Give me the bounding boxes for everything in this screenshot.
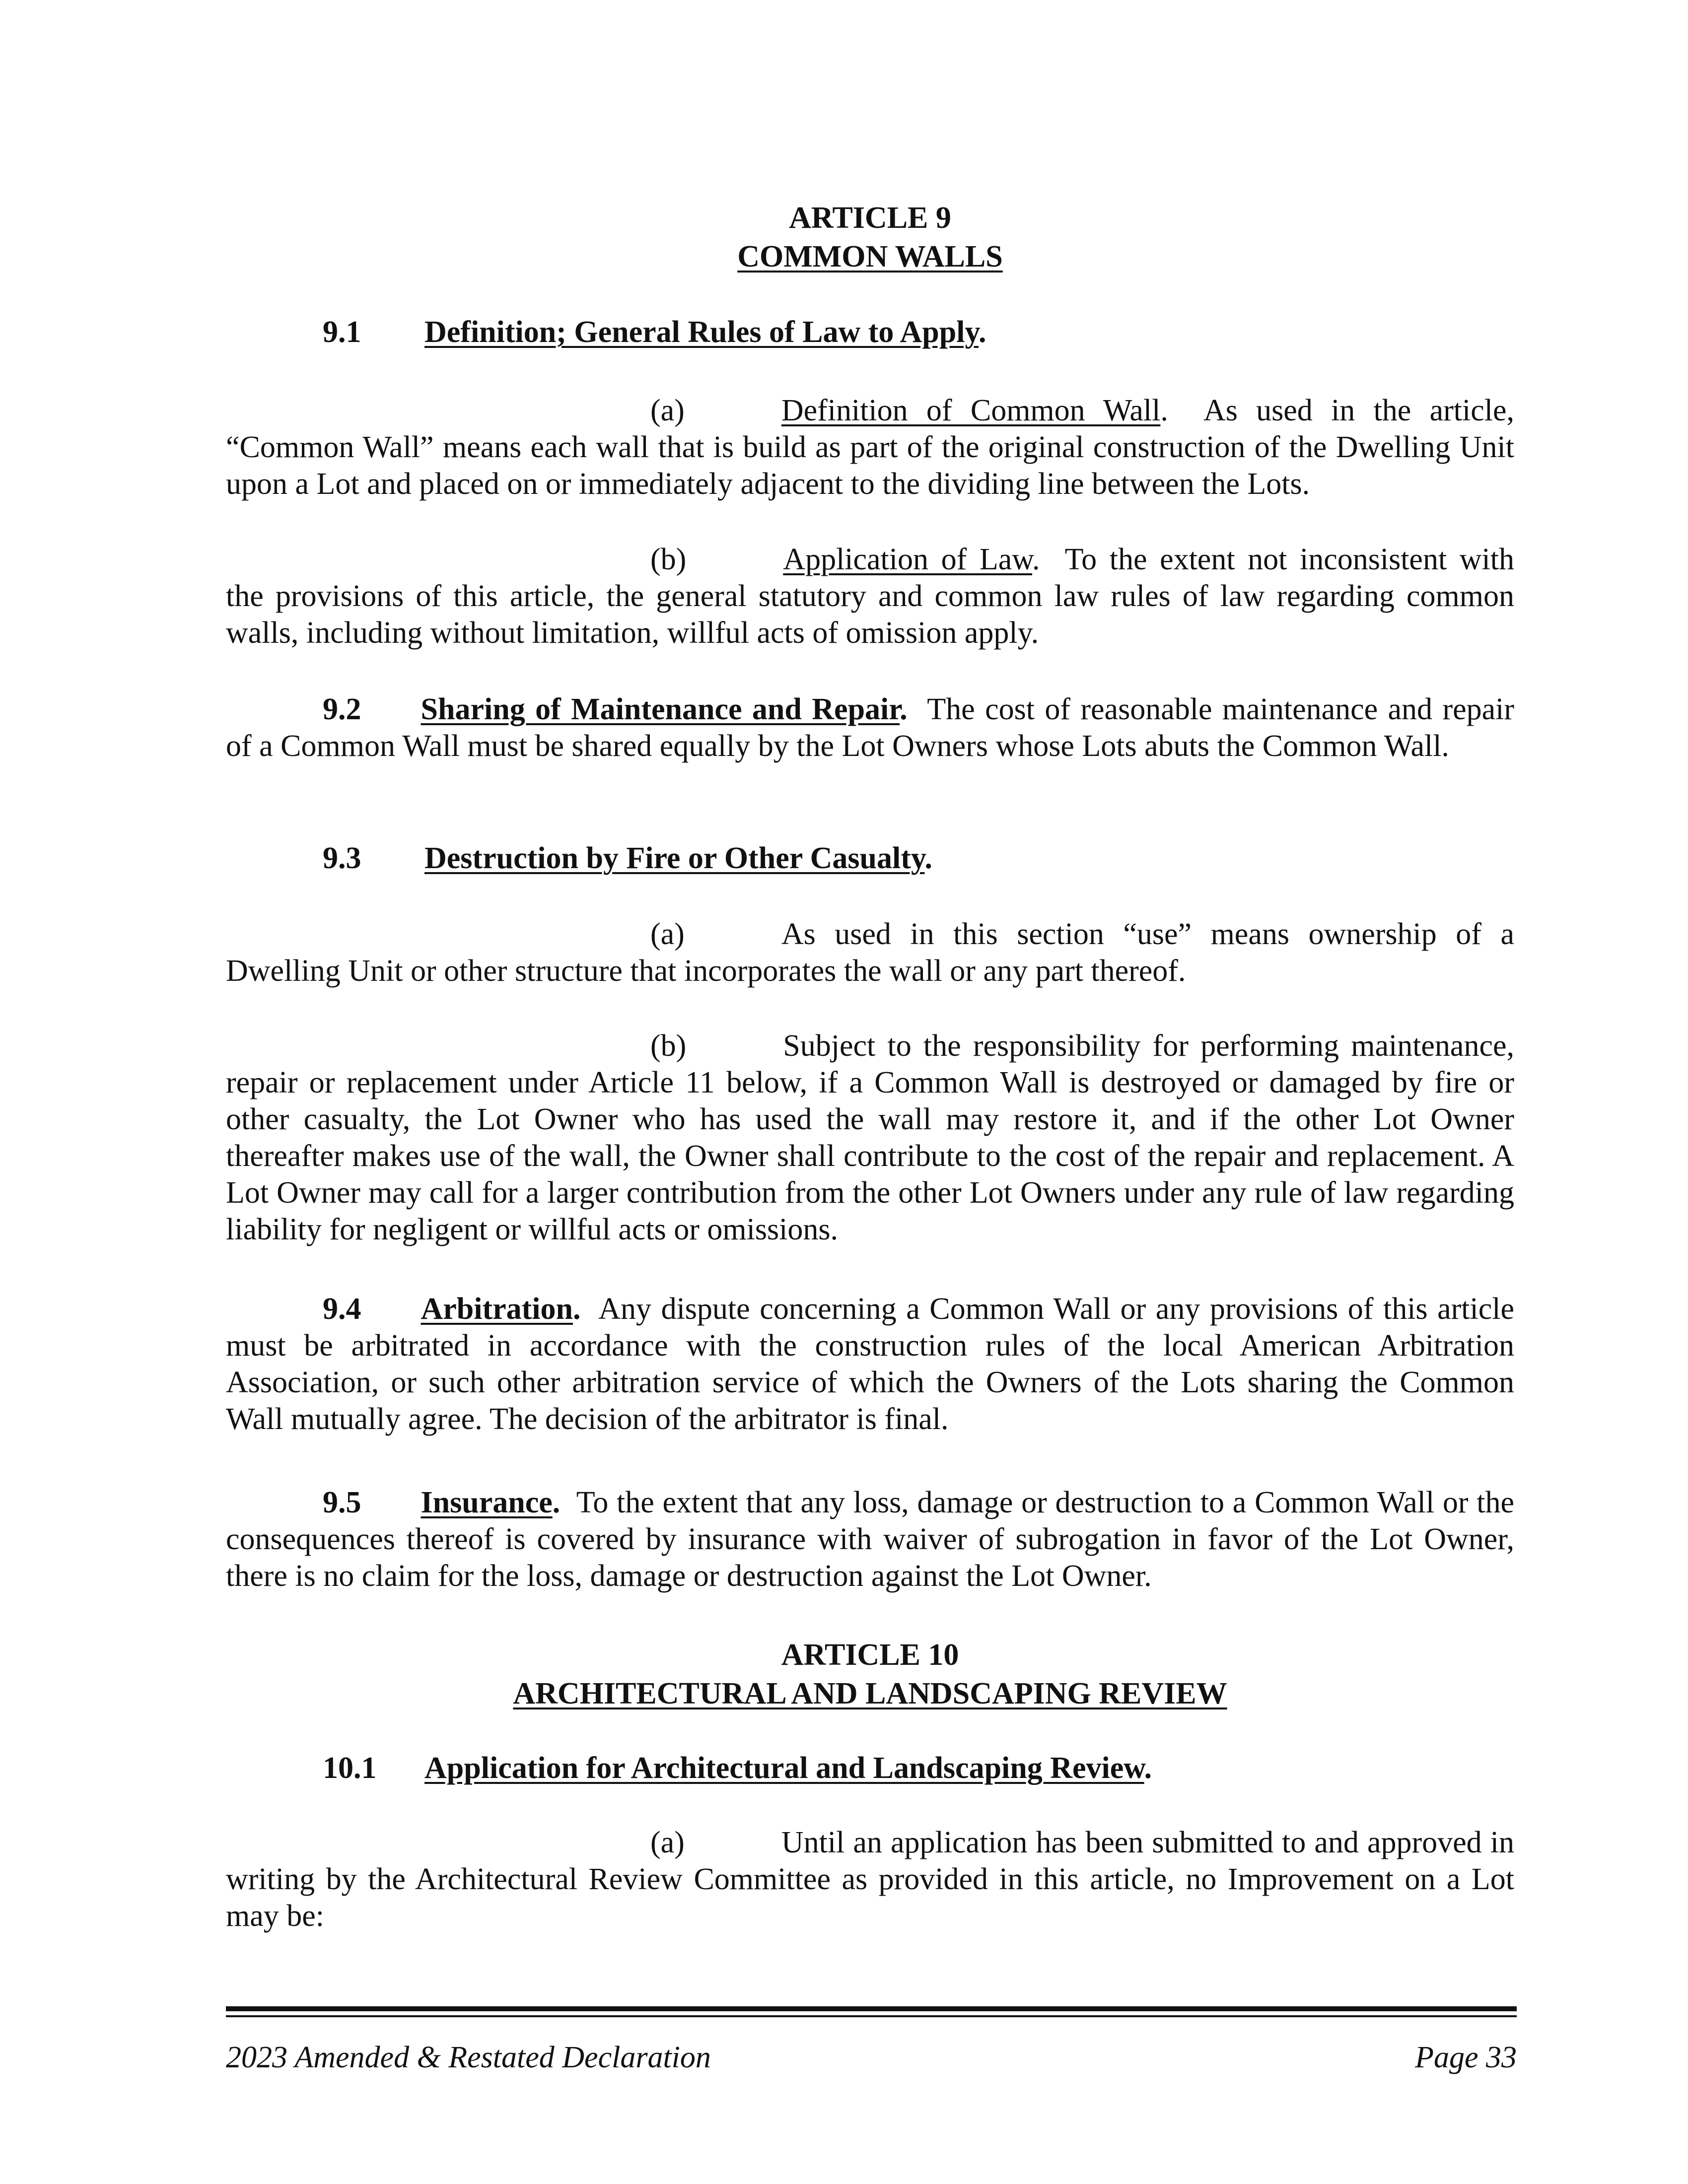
section-9-4-text: Any dispute concerning a Common Wall or any provisions of this article must be arbitrated in accordance with the construction rules of the local American Arbitration Association, or such other arbitration service of which the Owners of the Lots sharing the Common Wall mutually agree. The decision of the arbitrator is final. (226, 1292, 1514, 1436)
article-10-subtitle-text: ARCHITECTURAL AND LANDSCAPING REVIEW (513, 1677, 1227, 1710)
section-9-2-text: The cost of reasonable maintenance and repair of a Common Wall must be shared equally by the Lot Owners whose Lots abuts the Common Wall. (226, 692, 1515, 763)
section-9-1-a: (a) Definition of Common Wall. As used in the article, “Common Wall” means each wall that is build as part of the original construction of the Dwelling Unit upon a Lot and placed on or immediately adjacent to the dividing line between the Lots. (226, 394, 1514, 501)
section-9-3-a-label: (a) (650, 917, 685, 951)
section-9-3-a (226, 916, 1514, 989)
section-9-1-heading-text: Definition; General Rules of Law to Apply (424, 315, 979, 349)
section-9-1-b-label: (b) (650, 543, 687, 576)
section-9-3-heading-text: Destruction by Fire or Other Casualty (424, 841, 925, 875)
section-10-1-a (226, 1824, 1514, 1934)
section-9-1-b: (b) Application of Law. To the extent not inconsistent with the provisions of this article, the general statutory and common law rules of law regarding common walls, including without limitation, willful acts of omission apply. (226, 543, 1514, 650)
section-9-5-number: 9.5 (323, 1486, 361, 1519)
section-10-1-heading: Application for Architectural and Landscaping Review. (424, 1751, 1152, 1785)
article-9-subtitle (226, 237, 1514, 276)
section-10-1-a-text: Until an application has been submitted to and approved in writing by the Architectural Review Committee as provided in this article, no Improvement on a Lot may be: (226, 1826, 1514, 1933)
article-9-subtitle-text: COMMON WALLS (737, 240, 1003, 273)
article-10-title: ARTICLE 10 (781, 1638, 959, 1672)
section-9-5-text: To the extent that any loss, damage or destruction to a Common Wall or the consequences thereof is covered by insurance with waiver of subrogation in favor of the Lot Owner, there is no claim for the loss, damage or destruction against the Lot Owner. (226, 1486, 1514, 1593)
section-10-1-number: 10.1 (323, 1751, 377, 1785)
section-9-4: 9.4 Arbitration. Any dispute concerning a Common Wall or any provisions of this article must be arbitrated in accordance with the construction rules of the local American Arbitration Association, or such other arbitration service of which the Owners of the Lots sharing the Common Wall mutually agree. The decision of the arbitrator is final. (226, 1292, 1514, 1436)
section-10-1-a-label: (a) (650, 1826, 685, 1859)
article-9-title: ARTICLE 9 (789, 201, 951, 235)
section-9-3-heading: Destruction by Fire or Other Casualty. (424, 841, 932, 875)
section-9-3-b-label: (b) (650, 1029, 687, 1063)
footer-page-number: Page 33 (1415, 2041, 1517, 2074)
section-9-4-heading: Arbitration (421, 1292, 573, 1326)
footer-rule-thin (226, 2015, 1517, 2017)
section-9-1-b-term: Application of Law (783, 543, 1032, 576)
section-9-3-b-text: Subject to the responsibility for performing maintenance, repair or replacement under Article 11 below, if a Common Wall is destroyed or damaged by fire or other casualty, the Lot Owner who has used the wall may restore it, and if the other Lot Owner thereafter makes use of the wall, the Owner shall contribute to the cost of the repair and replacement. A Lot Owner may call for a larger contribution from the other Lot Owners under any rule of law regarding liability for negligent or willful acts or omissions. (226, 1029, 1514, 1246)
section-9-5-heading: Insurance (421, 1486, 553, 1519)
article-10-subtitle (226, 1674, 1514, 1713)
section-9-5: 9.5 Insurance. To the extent that any loss, damage or destruction to a Common Wall or the consequences thereof is covered by insurance with waiver of subrogation in favor of the Lot Owner, there is no claim for the loss, damage or destruction against the Lot Owner. (226, 1486, 1514, 1593)
footer-document-title: 2023 Amended & Restated Declaration (226, 2041, 711, 2074)
section-9-1-a-term: Definition of Common Wall (781, 394, 1161, 427)
section-9-2-heading: Sharing of Maintenance and Repair (421, 692, 900, 726)
section-9-1-a-text: As used in the article, “Common Wall” means each wall that is build as part of the original construction of the Dwelling Unit upon a Lot and placed on or immediately adjacent to the dividing line between the Lots. (226, 394, 1514, 501)
section-9-1-heading: Definition; General Rules of Law to Apply. (424, 315, 986, 349)
section-9-3-number: 9.3 (323, 841, 361, 875)
section-9-1-number: 9.1 (323, 315, 361, 349)
footer-rule-thick (226, 2006, 1517, 2011)
section-9-1-a-label: (a) (650, 394, 685, 427)
section-9-2-number: 9.2 (323, 692, 361, 726)
section-9-2: 9.2 Sharing of Maintenance and Repair. The cost of reasonable maintenance and repair of a Common Wall must be shared equally by the Lot Owners whose Lots abuts the Common Wall. (226, 692, 1515, 763)
section-9-3-a-text: As used in this section “use” means ownership of a Dwelling Unit or other structure that incorporates the wall or any part thereof. (226, 917, 1514, 988)
section-9-3-b (226, 1027, 1514, 1248)
section-10-1-heading-text: Application for Architectural and Landscaping Review (424, 1751, 1144, 1785)
section-9-1-b-text: To the extent not inconsistent with the provisions of this article, the general statutory and common law rules of law regarding common walls, including without limitation, willful acts of omission apply. (226, 543, 1514, 650)
section-9-4-number: 9.4 (323, 1292, 361, 1326)
